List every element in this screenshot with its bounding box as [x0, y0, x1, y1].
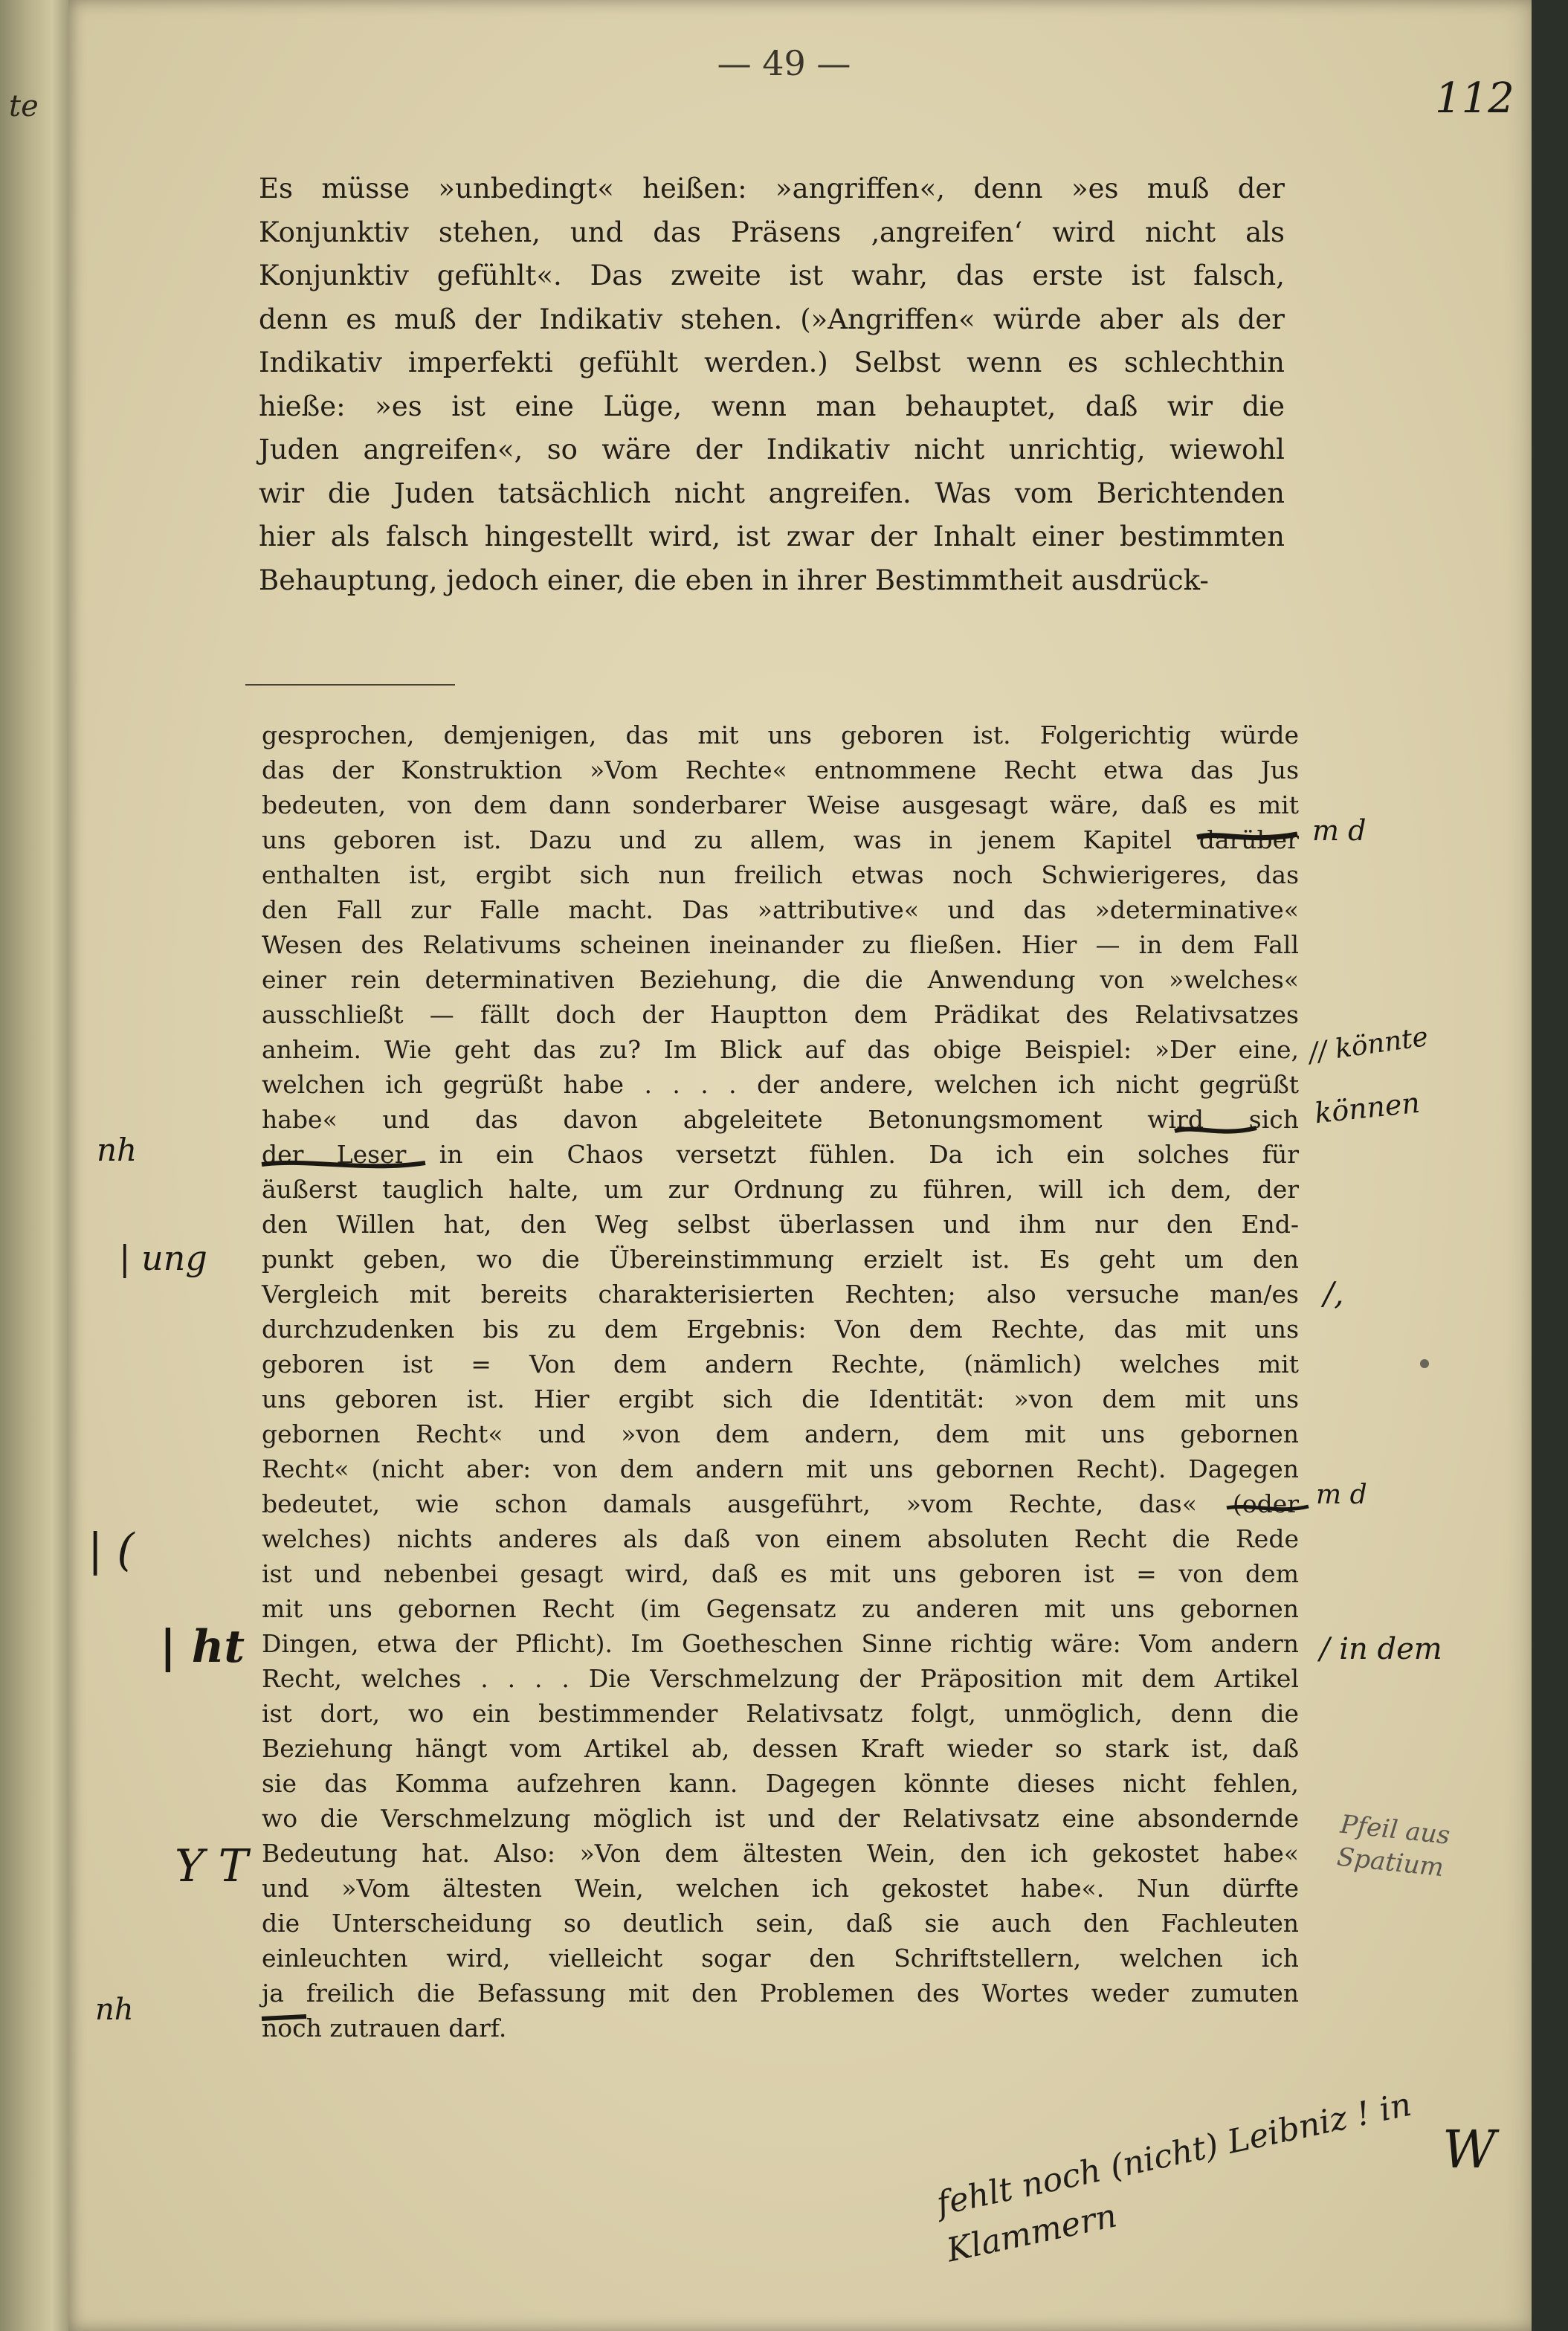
main-text-line: wir die Juden tatsächlich nicht angreifen. Was vom Berichtenden — [259, 477, 1285, 509]
footnote-line: sie das Komma aufzehren kann. Dagegen könnte dieses nicht fehlen, — [262, 1769, 1299, 1798]
strikethrough-wird — [1175, 1118, 1256, 1144]
footnote-line: Bedeutung hat. Also: »Von dem ältesten Wein, den ich gekostet habe« — [262, 1839, 1299, 1868]
page-number: — 49 — — [717, 43, 851, 83]
footnote-line: durchzudenken bis zu dem Ergebnis: Von dem Rechte, das mit uns — [262, 1315, 1299, 1344]
footnote-line: anheim. Wie geht das zu? Im Blick auf das obige Beispiel: »Der eine, — [262, 1035, 1299, 1064]
footnote-line: die Unterscheidung so deutlich sein, daß sie auch den Fachleuten — [262, 1909, 1299, 1938]
margin-note-paren: | ( — [88, 1524, 135, 1576]
footnote-line: den Fall zur Falle macht. Das »attributive« und das »determinative« — [262, 895, 1299, 924]
main-text-line: denn es muß der Indikativ stehen. (»Angriffen« würde aber als der — [259, 303, 1285, 335]
footnote-line: der Leser in ein Chaos versetzt fühlen. Da ich ein solches für — [262, 1140, 1299, 1169]
main-text-line: Juden angreifen«, so wäre der Indikativ nicht unrichtig, wiewohl — [259, 433, 1285, 465]
margin-note-kunnen: können — [1313, 1086, 1422, 1130]
footnote-line: Recht, welches . . . . Die Verschmelzung der Präposition mit dem Artikel — [262, 1664, 1299, 1693]
main-text-line: Es müsse »unbedingt« heißen: »angriffen«, denn »es muß der — [259, 173, 1285, 204]
pencil-note-spatium: Pfeil aus Spatium — [1335, 1809, 1452, 1883]
left-page-edge — [0, 0, 68, 2331]
strikethrough-ja — [262, 2008, 306, 2030]
left-margin-fragment: te — [9, 89, 39, 123]
margin-note-slash: /, — [1323, 1275, 1344, 1312]
footnote-line: welchen ich gegrüßt habe . . . . der andere, welchen ich nicht gegrüßt — [262, 1070, 1299, 1099]
footnote-line: ja freilich die Befassung mit den Problemen des Wortes weder zumuten — [262, 1979, 1299, 2008]
footnote-line: bedeuten, von dem dann sonderbarer Weise ausgesagt wäre, daß es mit — [262, 790, 1299, 819]
footnote-line: gebornen Recht« und »von dem andern, dem mit uns gebornen — [262, 1419, 1299, 1448]
footnote-line: das der Konstruktion »Vom Rechte« entnommene Recht etwa das Jus — [262, 755, 1299, 784]
footnote-line: Wesen des Relativums scheinen ineinander zu fließen. Hier — in dem Fall — [262, 930, 1299, 959]
footnote-line: habe« und das davon abgeleitete Betonungsmoment wird sich — [262, 1105, 1299, 1134]
main-text-line: hieße: »es ist eine Lüge, wenn man behauptet, daß wir die — [259, 390, 1285, 422]
footnote-line: einer rein determinativen Beziehung, die die Anwendung von »welches« — [262, 965, 1299, 994]
footnote-line: wo die Verschmelzung möglich ist und der Relativsatz eine absondernde — [262, 1804, 1299, 1833]
main-text-line: Konjunktiv stehen, und das Präsens ‚angreifen‘ wird nicht als — [259, 216, 1285, 248]
margin-note-ung: | ung — [119, 1238, 207, 1278]
footnote-line: äußerst tauglich halte, um zur Ordnung zu führen, will ich dem, der — [262, 1175, 1299, 1204]
main-text-line: Konjunktiv gefühlt«. Das zweite ist wahr, das erste ist falsch, — [259, 259, 1285, 291]
footnote-line: ausschließt — fällt doch der Hauptton dem Prädikat des Relativsatzes — [262, 1000, 1299, 1029]
pencil-dot — [1420, 1359, 1429, 1368]
footnote-line: einleuchten wird, vielleicht sogar den Schriftstellern, welchen ich — [262, 1944, 1299, 1973]
margin-note-konnte: // könnte — [1306, 1021, 1430, 1069]
handwritten-page-number: 112 — [1435, 74, 1514, 123]
footnote-line: bedeutet, wie schon damals ausgeführt, »vom Rechte, das« (oder — [262, 1489, 1299, 1518]
bottom-handwritten-note: fehlt noch (nicht) Leibniz ! in Klammern — [933, 2085, 1415, 2270]
footnote-line: gesprochen, demjenigen, das mit uns geboren ist. Folgerichtig würde — [262, 720, 1299, 749]
margin-note-yt: Y T — [175, 1840, 248, 1892]
footnote-line: noch zutrauen darf. — [262, 2014, 507, 2043]
strikethrough-oder — [1227, 1495, 1309, 1521]
footnote-line: den Willen hat, den Weg selbst überlassen und ihm nur den End- — [262, 1210, 1299, 1239]
footnote-line: und »Vom ältesten Wein, welchen ich gekostet habe«. Nun dürfte — [262, 1874, 1299, 1903]
margin-note-ht: | ht — [160, 1621, 245, 1673]
bottom-initials: W — [1442, 2119, 1496, 2180]
footnote-line: uns geboren ist. Dazu und zu allem, was in jenem Kapitel darüber — [262, 825, 1299, 854]
main-text-line: Indikativ imperfekti gefühlt werden.) Selbst wenn es schlechthin — [259, 346, 1285, 378]
footnote-line: ist dort, wo ein bestimmender Relativsatz folgt, unmöglich, denn die — [262, 1699, 1299, 1728]
footnote-line: ist und nebenbei gesagt wird, daß es mit uns geboren ist = von dem — [262, 1559, 1299, 1588]
margin-note-md-2: m d — [1316, 1480, 1367, 1510]
footnote-block — [262, 718, 1299, 2045]
margin-note-nh-1: nh — [97, 1132, 138, 1168]
footnote-line: Vergleich mit bereits charakterisierten Rechten; also versuche man/es — [262, 1280, 1299, 1309]
margin-note-nh-2: nh — [95, 1993, 134, 2027]
margin-note-md-1: m d — [1312, 814, 1367, 847]
strikethrough-darueber — [1197, 827, 1297, 849]
main-text-line: Behauptung, jedoch einer, die eben in ihrer Bestimmtheit ausdrück- — [259, 564, 1209, 596]
margin-note-in-dem: / in dem — [1320, 1632, 1442, 1666]
footnote-line: Dingen, etwa der Pflicht). Im Goetheschen Sinne richtig wäre: Vom andern — [262, 1629, 1299, 1658]
footnote-line: geboren ist = Von dem andern Rechte, (nämlich) welches mit — [262, 1350, 1299, 1379]
main-text-block — [259, 167, 1285, 602]
footnote-line: mit uns gebornen Recht (im Gegensatz zu anderen mit uns gebornen — [262, 1594, 1299, 1623]
footnote-line: welches) nichts anderes als daß von einem absoluten Recht die Rede — [262, 1524, 1299, 1553]
footnote-line: enthalten ist, ergibt sich nun freilich etwas noch Schwierigeres, das — [262, 860, 1299, 889]
footnote-line: punkt geben, wo die Übereinstimmung erzielt ist. Es geht um den — [262, 1245, 1299, 1274]
strikethrough-der-leser — [262, 1152, 425, 1178]
right-scan-border — [1532, 0, 1568, 2331]
footnote-line: Recht« (nicht aber: von dem andern mit uns gebornen Recht). Dagegen — [262, 1454, 1299, 1483]
footnote-rule — [245, 684, 455, 686]
main-text-line: hier als falsch hingestellt wird, ist zwar der Inhalt einer bestimmten — [259, 520, 1285, 552]
footnote-line: uns geboren ist. Hier ergibt sich die Identität: »von dem mit uns — [262, 1384, 1299, 1413]
footnote-line: Beziehung hängt vom Artikel ab, dessen Kraft wieder so stark ist, daß — [262, 1734, 1299, 1763]
